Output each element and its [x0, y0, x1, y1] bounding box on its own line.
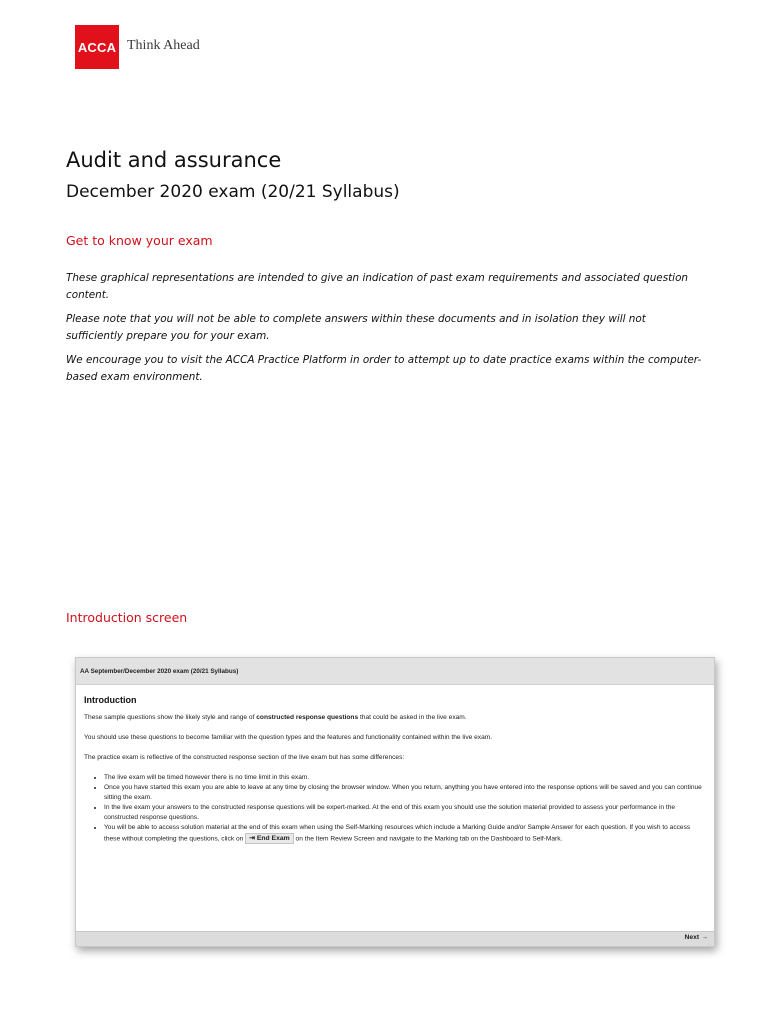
document-title: Audit and assurance: [66, 148, 282, 172]
list-item: [104, 823, 706, 844]
list-item: • In the live exam your answers to the constructed response questions will be expert-marked. At the end of this exam you should use the solution material provided to assess your performance in the constructed response questions.: [104, 803, 706, 823]
exam-header-bar: [76, 658, 714, 685]
intro-paragraph: Please note that you will not be able to complete answers within these documents and in isolation they will not sufficiently prepare you for your exam.: [66, 313, 646, 342]
differences-list: [84, 773, 706, 844]
list-item: • Once you have started this exam you are able to leave at any time by closing the browser window. When you return, anything you have entered into the response options will be saved and you can continue sitting the exam.: [104, 783, 706, 803]
exit-icon: ⇥: [249, 835, 255, 842]
exam-intro-paragraph: You should use these questions to become familiar with the question types and the features and functionality contained within the live exam.: [84, 734, 493, 741]
section-heading-introduction-screen: Introduction screen: [66, 610, 188, 625]
text-run: on the Item Review Screen and navigate to the Marking tab on the Dashboard to Self-Mark.: [293, 835, 563, 843]
next-label: Next: [684, 934, 700, 941]
exam-intro-paragraph: The practice exam is reflective of the constructed response section of the live exam but has some differences:: [84, 754, 405, 761]
acca-logo-mark: ACCA: [75, 25, 119, 69]
intro-paragraphs: [66, 270, 706, 393]
exam-intro-paragraph: [84, 713, 706, 723]
introduction-screenshot: [75, 657, 715, 947]
end-exam-label: End Exam: [256, 835, 290, 842]
arrow-right-icon: →: [701, 934, 708, 941]
list-item: • The live exam will be timed however there is no time limit in this exam.: [104, 773, 706, 783]
exam-intro-body: [76, 685, 714, 844]
document-subtitle: December 2020 exam (20/21 Syllabus): [66, 182, 400, 202]
logo-tagline: Think Ahead: [127, 38, 200, 53]
exam-intro-heading: Introduction: [84, 695, 137, 705]
intro-paragraph: We encourage you to visit the ACCA Practice Platform in order to attempt up to date practice exams within the computer-based exam environment.: [66, 354, 702, 383]
bold-text: constructed response questions: [256, 714, 359, 721]
text-run: These sample questions show the likely style and range of: [84, 714, 257, 721]
next-button[interactable]: [684, 934, 708, 941]
section-heading-get-to-know: Get to know your exam: [66, 233, 213, 248]
exam-title: AA September/December 2020 exam (20/21 Syllabus): [80, 667, 239, 675]
acca-logo: [75, 25, 200, 69]
text-run: You will be able to access solution material at the end of this exam when using the Self-Marking resources which include a Marking Guide and/or Sample Answer for each question. If you wish to access these without completing the questions, click on: [104, 824, 691, 843]
text-run: that could be asked in the live exam.: [358, 714, 467, 721]
exam-footer-bar: [76, 931, 714, 946]
intro-paragraph: These graphical representations are intended to give an indication of past exam requirements and associated question content.: [66, 272, 689, 301]
end-exam-button[interactable]: [245, 833, 294, 844]
